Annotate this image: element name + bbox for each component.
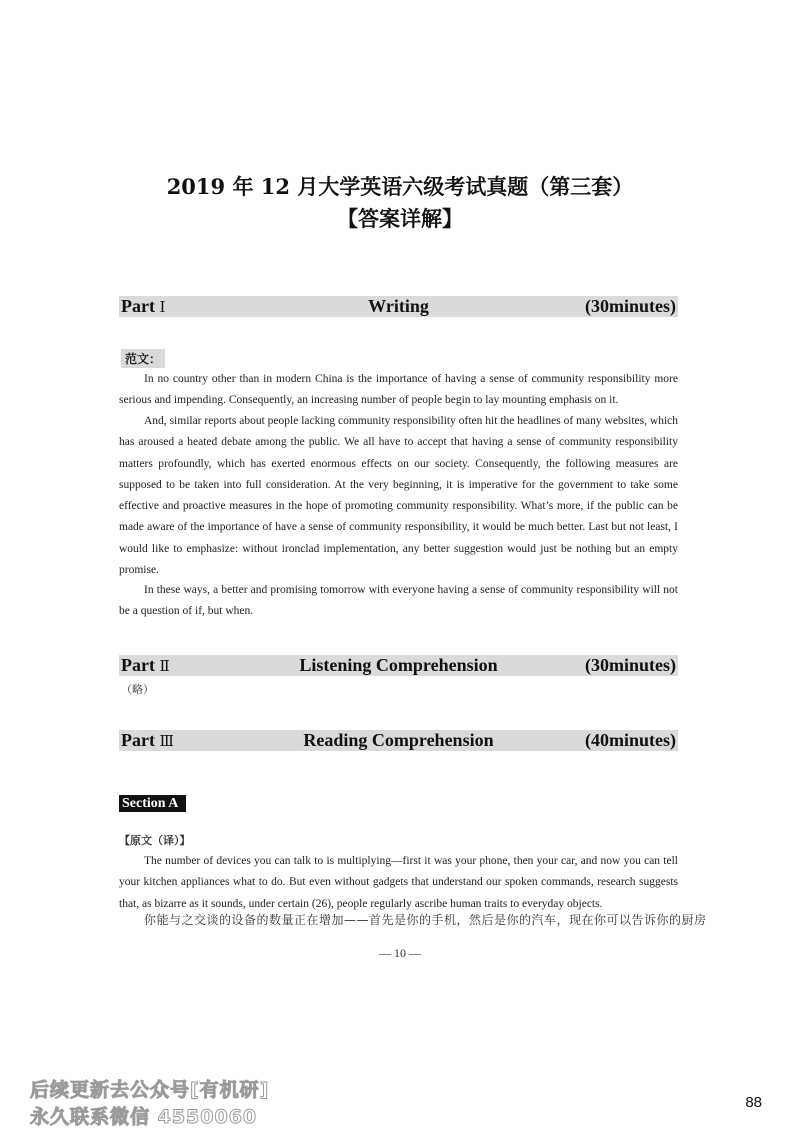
part-3-label: Part Ⅲ <box>121 730 174 750</box>
essay-paragraph-2: And, similar reports about people lacking community responsibility often hit the headlines of many websites, which has aroused a heated debate among the public. We all have to accept that having a sense of community responsibility matters profoundly, which has exerted enormous effects on our society. Consequently, the following measures are supposed to be taken into full consideration. At the very beginning, it is imperative for the government to take some effective and proactive measures in the hope of promoting community responsibility. What’s more, if the public can be made aware of the importance of have a sense of community responsibility, it would be much better. Last but not least, I would like to emphasize: without ironclad implementation, any better suggestion would just be nothing but an empty promise. <box>119 415 678 577</box>
part-3-name: Reading Comprehension <box>303 730 494 750</box>
part-1-duration: (30minutes) <box>585 296 676 316</box>
listening-omitted-note: （略） <box>121 683 154 696</box>
part-1-name: Writing <box>368 296 429 316</box>
reading-translation-line: 你能与之交谈的设备的数量正在增加——首先是你的手机，然后是你的汽车，现在你可以告诉你的厨房 <box>144 913 707 927</box>
part-2-header <box>119 655 678 676</box>
corner-page-number: 88 <box>745 1094 762 1111</box>
page-number: — 10 — <box>379 946 421 960</box>
essay-paragraph-1: In no country other than in modern China is the importance of having a sense of community responsibility more serious and impending. Consequently, an increasing number of people begin to lay mounting emphasis on it. <box>119 373 678 407</box>
sample-essay-tag: 范文： <box>121 349 165 368</box>
original-text-tag: 【原文（译）】 <box>119 834 191 847</box>
essay-paragraph-3: In these ways, a better and promising tomorrow with everyone having a sense of community responsibility will not be a question of if, but when. <box>119 584 678 618</box>
document-subtitle: 【答案详解】 <box>337 206 463 231</box>
watermark-line-2: 永久联系微信 4550060 <box>30 1106 258 1128</box>
part-1-label: Part Ⅰ <box>121 296 166 316</box>
part-3-duration: (40minutes) <box>585 730 676 750</box>
part-2-duration: (30minutes) <box>585 655 676 675</box>
part-2-name: Listening Comprehension <box>299 655 498 675</box>
watermark-line-1: 后续更新去公众号[有机研] <box>30 1079 270 1101</box>
part-1-header <box>119 296 678 317</box>
reading-passage-paragraph: The number of devices you can talk to is multiplying—first it was your phone, then your car, and now you can tell your kitchen appliances what to do. But even without gadgets that understand our spoken commands, research suggests that, as bizarre as it sounds, under certain (26), people regularly ascribe human traits to everyday objects. <box>119 855 678 910</box>
part-3-header <box>119 730 678 751</box>
document-title: 2019 年 12 月大学英语六级考试真题（第三套） <box>166 174 634 199</box>
part-2-label: Part Ⅱ <box>121 655 170 675</box>
section-a-label: Section A <box>119 795 186 812</box>
